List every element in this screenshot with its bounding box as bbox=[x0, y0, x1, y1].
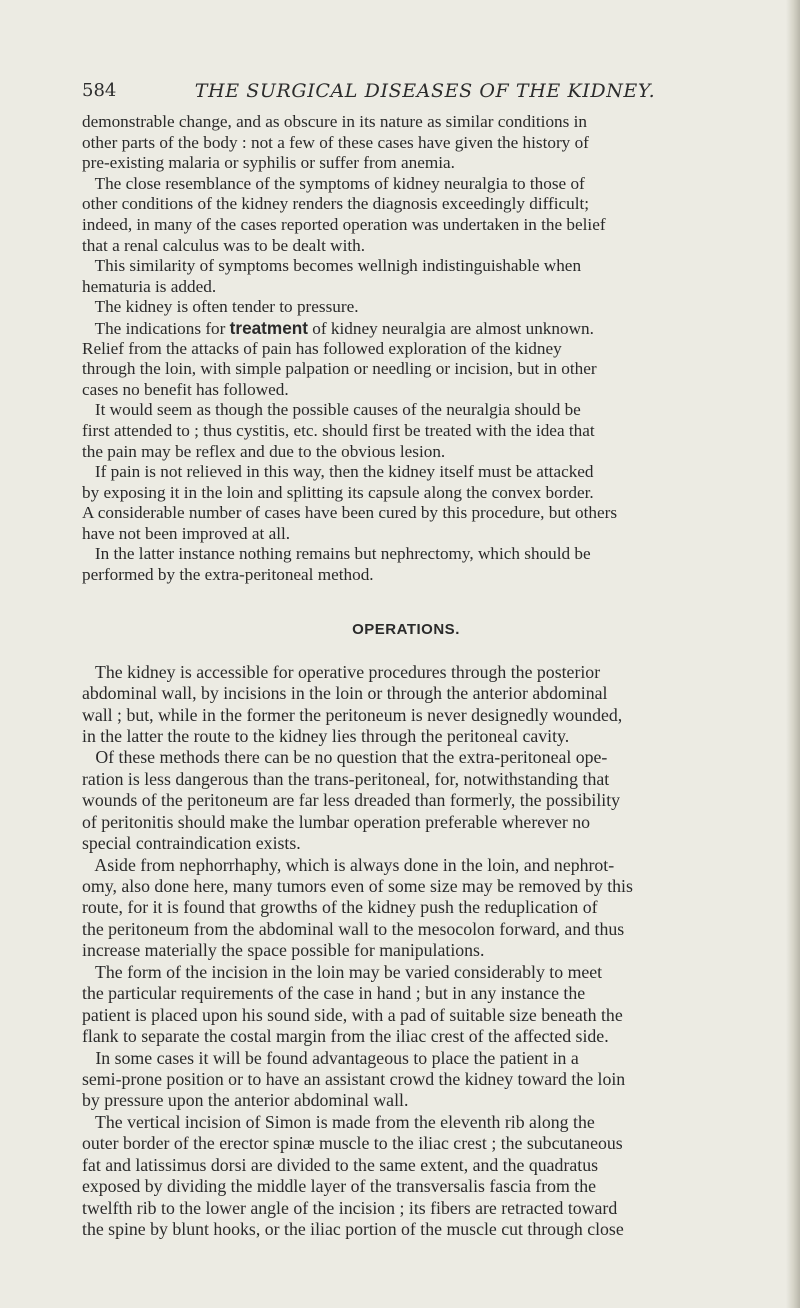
text-line: by pressure upon the anterior abdominal wall. bbox=[82, 1090, 409, 1111]
text-line: The kidney is often tender to pressure. bbox=[82, 297, 359, 317]
text-line: In some cases it will be found advantageous to place the patient in a bbox=[82, 1047, 579, 1068]
text-line: The vertical incision of Simon is made from the eleventh rib along the bbox=[82, 1111, 595, 1132]
text-line: cases no benefit has followed. bbox=[82, 379, 289, 399]
page-edge-shadow bbox=[786, 0, 800, 1308]
text-line: through the loin, with simple palpation or needling or incision, but in other bbox=[82, 359, 597, 379]
text-line: the pain may be reflex and due to the obvious lesion. bbox=[82, 441, 446, 461]
text-line: special contraindication exists. bbox=[82, 833, 301, 854]
text-line: other parts of the body : not a few of these cases have given the history of bbox=[82, 132, 589, 152]
text-line: route, for it is found that growths of the kidney push the reduplication of bbox=[82, 897, 598, 918]
text-line: In the latter instance nothing remains but nephrectomy, which should be bbox=[82, 544, 591, 564]
text-line: fat and latissimus dorsi are divided to the same extent, and the quadratus bbox=[82, 1154, 599, 1175]
text-line: patient is placed upon his sound side, with a pad of suitable size beneath the bbox=[82, 1004, 623, 1025]
text-line: increase materially the space possible for manipulations. bbox=[82, 940, 485, 961]
text-line: demonstrable change, and as obscure in its nature as similar conditions in bbox=[82, 112, 587, 131]
running-title: THE SURGICAL DISEASES OF THE KIDNEY. bbox=[194, 80, 656, 102]
text-line: Of these methods there can be no question that the extra-peritoneal ope- bbox=[82, 747, 608, 768]
treatment-line bbox=[82, 318, 730, 339]
text-line: The form of the incision in the loin may be varied considerably to meet bbox=[82, 961, 603, 982]
text-line: abdominal wall, by incisions in the loin or through the anterior abdominal bbox=[82, 683, 608, 704]
text-line: the particular requirements of the case in hand ; but in any instance the bbox=[82, 983, 586, 1004]
operations-section bbox=[82, 662, 730, 1241]
text-line: the spine by blunt hooks, or the iliac portion of the muscle cut through close bbox=[82, 1219, 624, 1240]
treatment-line-after: of kidney neuralgia are almost unknown. bbox=[307, 318, 594, 338]
body-text bbox=[82, 112, 730, 1240]
text-line: flank to separate the costal margin from the iliac crest of the affected side. bbox=[82, 1026, 609, 1047]
page-number: 584 bbox=[82, 80, 117, 101]
text-line: first attended to ; thus cystitis, etc. should first be treated with the idea that bbox=[82, 420, 595, 440]
text-line: This similarity of symptoms becomes wellnigh indistinguishable when bbox=[82, 256, 582, 276]
page-header bbox=[82, 76, 722, 106]
text-line: The close resemblance of the symptoms of kidney neuralgia to those of bbox=[82, 173, 585, 193]
text-line: wall ; but, while in the former the peritoneum is never designedly wounded, bbox=[82, 704, 623, 725]
text-line: performed by the extra-peritoneal method. bbox=[82, 565, 374, 585]
text-line: twelfth rib to the lower angle of the incision ; its fibers are retracted toward bbox=[82, 1197, 618, 1218]
text-line: omy, also done here, many tumors even of some size may be removed by this bbox=[82, 876, 633, 897]
neuralgia-section bbox=[82, 112, 730, 586]
text-line: ration is less dangerous than the trans-peritoneal, for, notwithstanding that bbox=[82, 768, 610, 789]
text-line: exposed by dividing the middle layer of the transversalis fascia from the bbox=[82, 1176, 597, 1197]
text-line: It would seem as though the possible causes of the neuralgia should be bbox=[82, 400, 581, 420]
text-line: other conditions of the kidney renders the diagnosis exceedingly difficult; bbox=[82, 194, 590, 214]
text-line: Aside from nephorrhaphy, which is always done in the loin, and nephrot- bbox=[82, 854, 615, 875]
text-line: wounds of the peritoneum are far less dreaded than formerly, the possibility bbox=[82, 790, 621, 811]
text-line: The kidney is accessible for operative procedures through the posterior bbox=[82, 661, 601, 682]
text-line: hematuria is added. bbox=[82, 276, 217, 296]
section-heading: OPERATIONS. bbox=[352, 620, 460, 638]
text-line: semi-prone position or to have an assistant crowd the kidney toward the loin bbox=[82, 1068, 626, 1089]
text-line: in the latter the route to the kidney lies through the peritoneal cavity. bbox=[82, 725, 570, 746]
text-line: If pain is not relieved in this way, then the kidney itself must be attacked bbox=[82, 462, 594, 482]
text-line: the peritoneum from the abdominal wall to the mesocolon forward, and thus bbox=[82, 918, 625, 939]
text-line: Relief from the attacks of pain has followed exploration of the kidney bbox=[82, 338, 562, 358]
text-line: of peritonitis should make the lumbar operation preferable wherever no bbox=[82, 811, 591, 832]
text-line: outer border of the erector spinæ muscle to the iliac crest ; the subcutaneous bbox=[82, 1133, 623, 1154]
text-line: that a renal calculus was to be dealt with. bbox=[82, 235, 366, 255]
treatment-keyword: treatment bbox=[229, 317, 308, 338]
text-line: indeed, in many of the cases reported operation was undertaken in the belief bbox=[82, 214, 606, 234]
text-line: by exposing it in the loin and splitting its capsule along the convex border. bbox=[82, 482, 594, 502]
treatment-line-before: The indications for bbox=[82, 318, 230, 338]
text-line: pre-existing malaria or syphilis or suffer from anemia. bbox=[82, 153, 455, 173]
text-line: A considerable number of cases have been cured by this procedure, but others bbox=[82, 503, 618, 523]
text-line: have not been improved at all. bbox=[82, 523, 291, 543]
